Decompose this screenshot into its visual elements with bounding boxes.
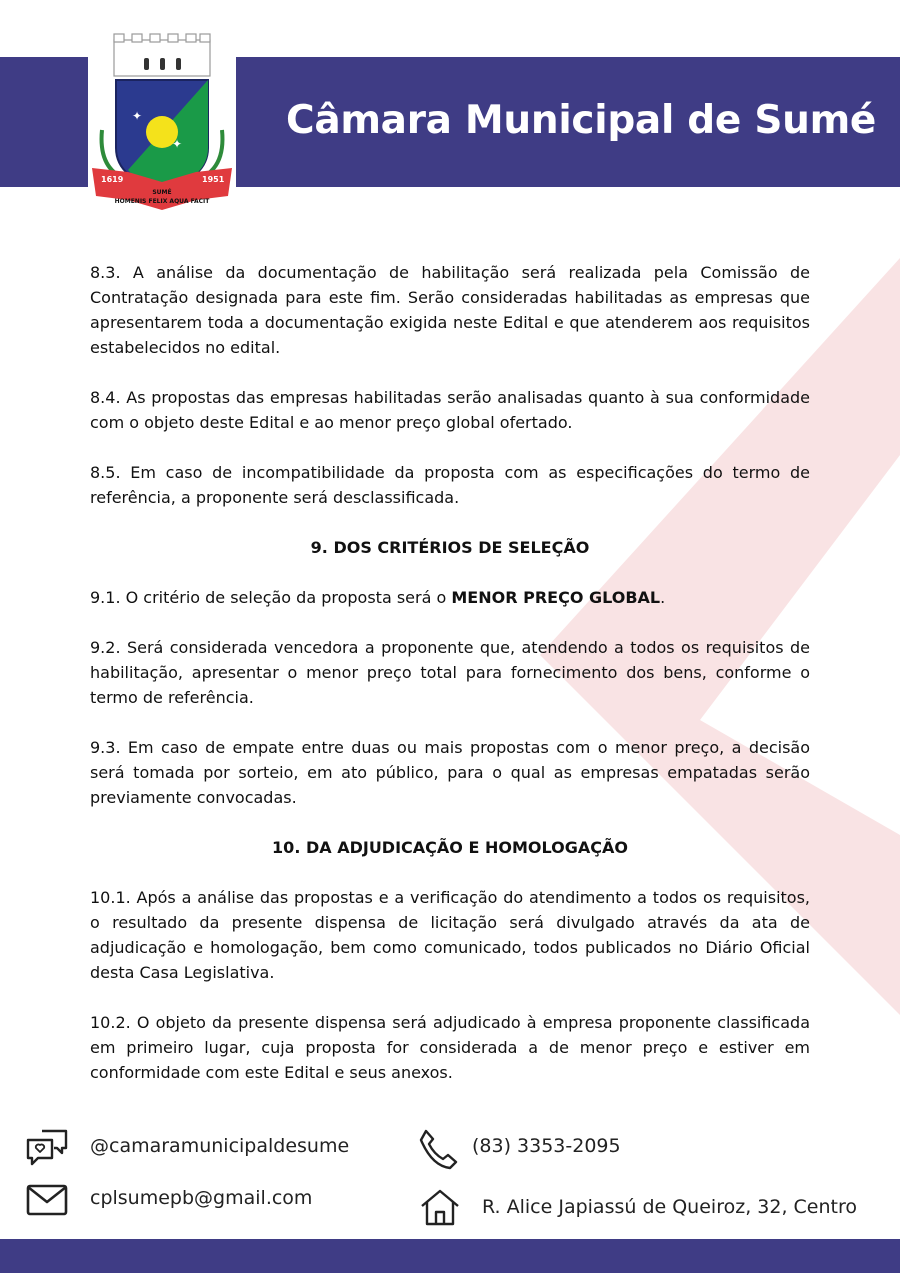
phone-number[interactable]: (83) 3353-2095: [472, 1135, 621, 1157]
email-address[interactable]: cplsumepb@gmail.com: [90, 1187, 313, 1209]
chat-bubbles-icon: [26, 1128, 68, 1170]
paragraph-9-1-emphasis: MENOR PREÇO GLOBAL: [451, 588, 661, 607]
logo-name: SUMÉ: [152, 189, 172, 196]
logo-year-left: 1619: [101, 175, 124, 184]
paragraph-8-5: 8.5. Em caso de incompatibilidade da proposta com as especificações do termo de referência, a proponente será desclassificada.: [90, 463, 810, 507]
social-handle[interactable]: @camaramunicipaldesume: [90, 1135, 350, 1157]
paragraph-9-3: 9.3. Em caso de empate entre duas ou mais propostas com o menor preço, a decisão será tomada por sorteio, em ato público, para o qual as empresas empatadas serão previamente convocadas.: [90, 738, 810, 807]
paragraph-10-2: 10.2. O objeto da presente dispensa será adjudicado à empresa proponente classificada em primeiro lugar, cuja proposta for considerada a de menor preço e estiver em conformidade com este Edital e seus anexos.: [90, 1013, 810, 1082]
section-heading-9: 9. DOS CRITÉRIOS DE SELEÇÃO: [310, 538, 590, 557]
page-title: Câmara Municipal de Sumé: [286, 98, 877, 143]
document-body: [90, 260, 810, 1110]
logo-motto: HOMENIS FELIX AQUA FACIT: [114, 198, 210, 205]
paragraph-8-3: 8.3. A análise da documentação de habilitação será realizada pela Comissão de Contratação designada para este fim. Serão consideradas habilitadas as empresas que apresentarem toda a documentação exigida neste Edital e que atenderem aos requisitos estabelecidos no edital.: [90, 263, 810, 357]
paragraph-9-2: 9.2. Será considerada vencedora a proponente que, atendendo a todos os requisitos de habilitação, apresentar o menor preço total para fornecimento dos bens, conforme o termo de referência.: [90, 638, 810, 707]
logo-year-right: 1951: [202, 175, 225, 184]
svg-text:✦: ✦: [172, 137, 183, 151]
house-icon: [420, 1188, 460, 1226]
paragraph-9-1-end: .: [660, 588, 666, 607]
paragraph-10-1: 10.1. Após a análise das propostas e a verificação do atendimento a todos os requisitos, o resultado da presente dispensa de licitação será divulgado através da ata de adjudicação e homologação, bem como comunicado, todos publicados no Diário Oficial desta Casa Legislativa.: [90, 888, 810, 982]
envelope-icon: [26, 1184, 68, 1216]
svg-text:✦: ✦: [132, 109, 143, 123]
phone-icon: [418, 1128, 458, 1170]
street-address: R. Alice Japiassú de Queiroz, 32, Centro: [482, 1196, 857, 1218]
paragraph-9-1: [90, 585, 810, 610]
paragraph-8-4: 8.4. As propostas das empresas habilitadas serão analisadas quanto à sua conformidade com o objeto deste Edital e ao menor preço global ofertado.: [90, 388, 810, 432]
footer-band: [0, 1239, 900, 1273]
coat-of-arms-logo: [88, 30, 236, 214]
section-heading-10: 10. DA ADJUDICAÇÃO E HOMOLOGAÇÃO: [272, 838, 628, 857]
paragraph-9-1-text: 9.1. O critério de seleção da proposta será o: [90, 588, 452, 607]
